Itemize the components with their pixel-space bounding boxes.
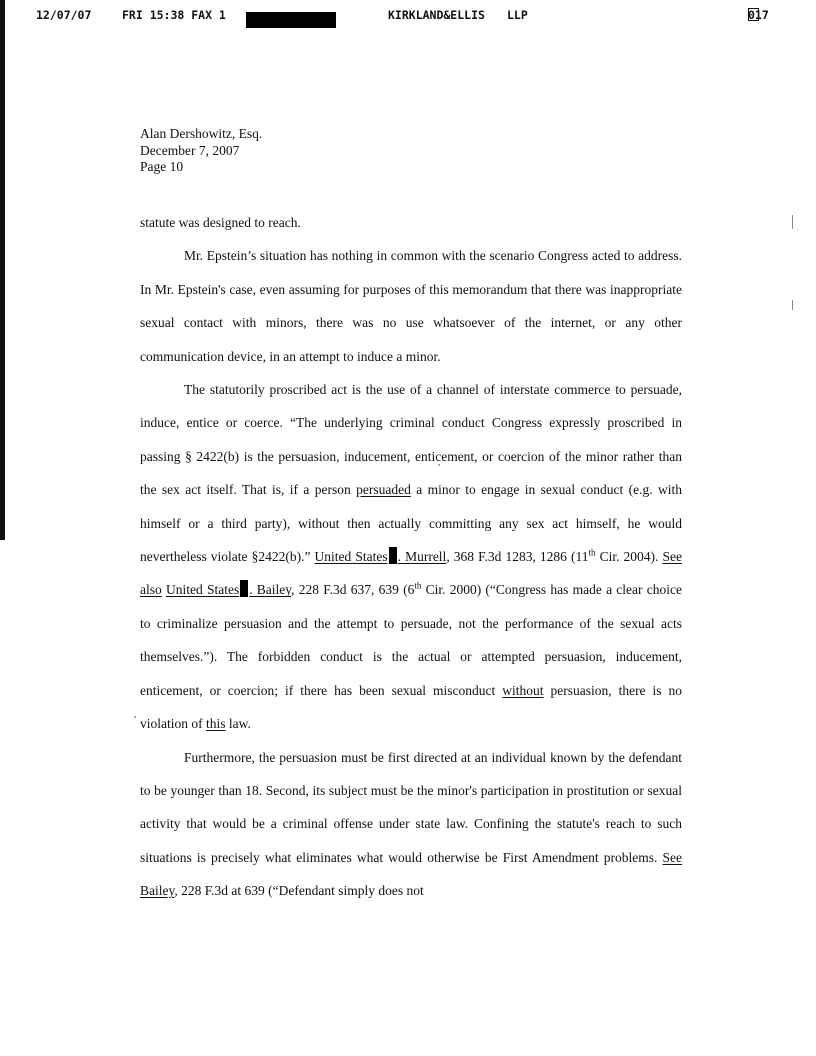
paragraph-2: Mr. Epstein’s situation has nothing in common with the scenario Congress acted to address. In Mr. Epstein's case, even assuming for purposes of this memorandum that there was inappropriate sexual contact with minors, there was no use whatsoever of the internet, or any other communication device, in an attempt to induce a minor. (140, 248, 682, 364)
recipient-name: Alan Dershowitz, Esq. (140, 126, 263, 141)
underlined-without: without (502, 682, 544, 698)
fax-firm-name: KIRKLAND&ELLIS (388, 8, 485, 22)
signal-see-also: See also (140, 549, 682, 598)
letter-date: December 7, 2007 (140, 142, 240, 158)
underlined-persuaded: persuaded (356, 482, 411, 498)
redaction-box (246, 12, 336, 28)
fax-time: FRI 15:38 FAX 1 (122, 8, 226, 22)
fax-date: 12/07/07 (36, 8, 92, 22)
citation-murrell: United States . Murrell (314, 549, 447, 565)
fax-header (0, 8, 816, 28)
fax-page-number: 017 (748, 8, 769, 22)
scan-edge-bar (0, 0, 5, 540)
paragraph-3: The statutorily proscribed act is the use of a channel of interstate commerce to persuade, induce, entice or coerce. “The underlying criminal conduct Congress expressly proscribed in passing § 2422(b) is the persuasion, inducement, enticement, or coercion of the minor rather than the sex act itself. That is, if a person persuaded a minor to engage in sexual conduct (e.g. with himself or a third party), without then actually committing any sex act himself, he would nevertheless violate §2422(b).” United States . Murrell, 368 F.3d 1283, 1286 (11th Cir. 2004). See also United States . Bailey, 228 F.3d 637, 639 (6th Cir. 2000) (“Congress has made a clear choice to criminalize persuasion and the attempt to persuade, not the performance of the sexual acts themselves.”). The forbidden conduct is the actual or attempted persuasion, inducement, enticement, or coercion; if there has been sexual misconduct without persuasion, there is no violation of this law. (140, 382, 682, 732)
underlined-this: this (206, 716, 226, 732)
scan-speck (134, 716, 136, 718)
scan-speck (792, 300, 793, 310)
signal-see: See (662, 849, 682, 865)
scan-speck (792, 215, 793, 229)
citation-bailey-short: Bailey (140, 883, 175, 899)
page-label: Page 10 (140, 159, 184, 174)
redaction-mark (389, 547, 397, 564)
paragraph-4: Furthermore, the persuasion must be first directed at an individual known by the defendant to be younger than 18. Second, its subject must be the minor's participation in prostitution or sexual activity that would be a criminal offense under state law. Confining the statute's reach to such situations is precisely what eliminates what would otherwise be First Amendment problems. See Bailey, 228 F.3d at 639 (“Defendant simply does not (140, 749, 682, 899)
redaction-mark (240, 580, 248, 597)
citation-bailey: United States . Bailey (165, 582, 292, 598)
scan-speck (438, 464, 440, 466)
letter-body (140, 206, 682, 908)
paragraph-1: statute was designed to reach. (140, 215, 301, 230)
letter-heading (140, 126, 262, 176)
fax-firm-llp: LLP (507, 8, 528, 22)
